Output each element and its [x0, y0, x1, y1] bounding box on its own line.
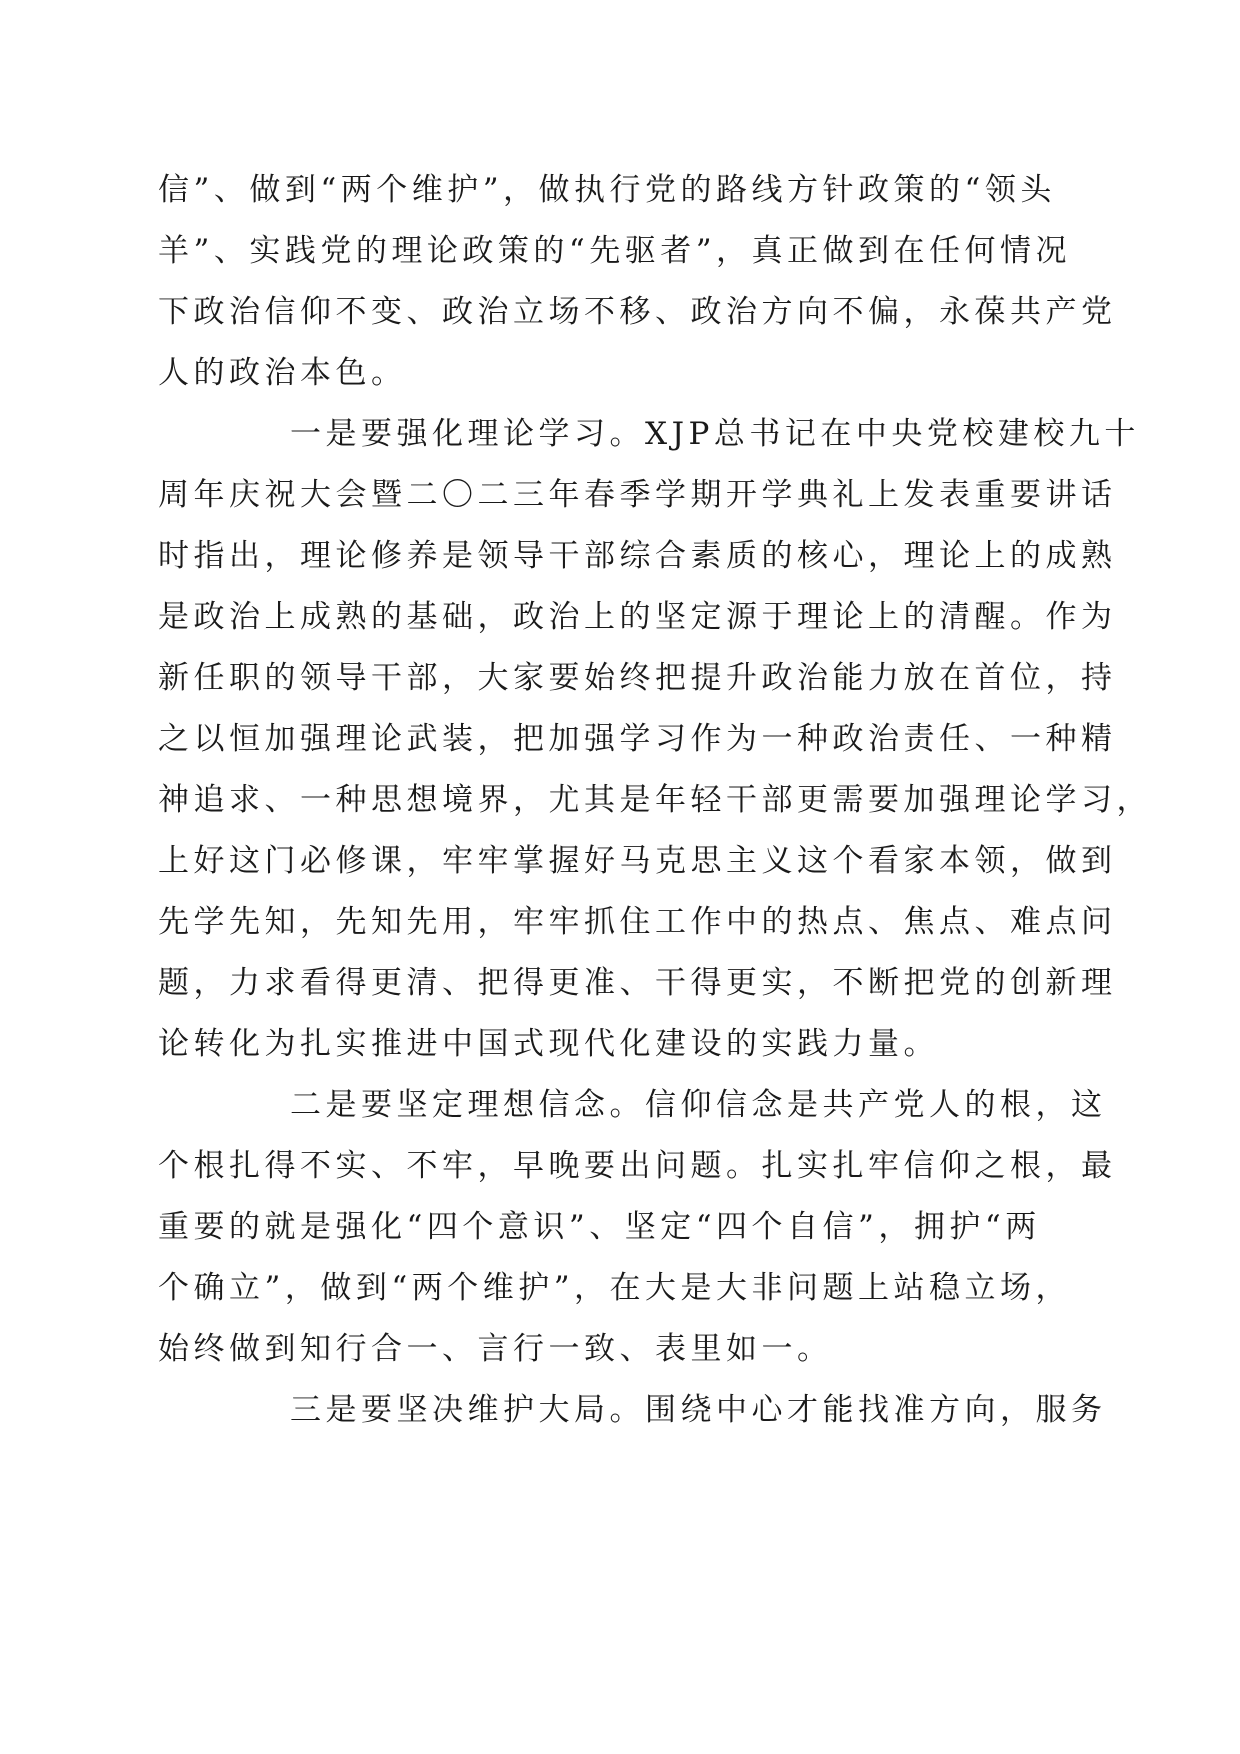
text-line: 上好这门必修课，牢牢掌握好马克思主义这个看家本领，做到 — [158, 843, 1117, 879]
text-line: 羊”、实践党的理论政策的“先驱者”，真正做到在任何情况 — [158, 233, 1072, 269]
text-line: 论转化为扎实推进中国式现代化建设的实践力量。 — [158, 1026, 939, 1062]
paragraph-first-line: 一是要强化理论学习。XJP总书记在中央党校建校九十 — [290, 416, 1140, 452]
paragraph-first-line: 二是要坚定理想信念。信仰信念是共产党人的根，这 — [290, 1087, 1107, 1123]
text-line: 之以恒加强理论武装，把加强学习作为一种政治责任、一种精 — [158, 721, 1117, 757]
text-line: 人的政治本色。 — [158, 355, 407, 391]
text-line: 下政治信仰不变、政治立场不移、政治方向不偏，永葆共产党 — [158, 294, 1117, 330]
text-line: 周年庆祝大会暨二〇二三年春季学期开学典礼上发表重要讲话 — [158, 477, 1117, 513]
text-line: 先学先知，先知先用，牢牢抓住工作中的热点、焦点、难点问 — [158, 904, 1117, 940]
text-line: 信”、做到“两个维护”，做执行党的路线方针政策的“领头 — [158, 172, 1056, 208]
paragraph-first-line: 三是要坚决维护大局。围绕中心才能找准方向，服务 — [290, 1392, 1107, 1428]
text-line: 个确立”，做到“两个维护”，在大是大非问题上站稳立场， — [158, 1270, 1072, 1306]
text-line: 重要的就是强化“四个意识”、坚定“四个自信”，拥护“两 — [158, 1209, 1041, 1245]
text-line: 是政治上成熟的基础，政治上的坚定源于理论上的清醒。作为 — [158, 599, 1117, 635]
text-line: 个根扎得不实、不牢，早晚要出问题。扎实扎牢信仰之根，最 — [158, 1148, 1117, 1184]
text-line: 新任职的领导干部，大家要始终把提升政治能力放在首位，持 — [158, 660, 1117, 696]
text-line: 始终做到知行合一、言行一致、表里如一。 — [158, 1331, 833, 1367]
text-line: 时指出，理论修养是领导干部综合素质的核心，理论上的成熟 — [158, 538, 1117, 574]
text-line: 题，力求看得更清、把得更准、干得更实，不断把党的创新理 — [158, 965, 1117, 1001]
text-line: 神追求、一种思想境界，尤其是年轻干部更需要加强理论学习， — [158, 782, 1152, 818]
